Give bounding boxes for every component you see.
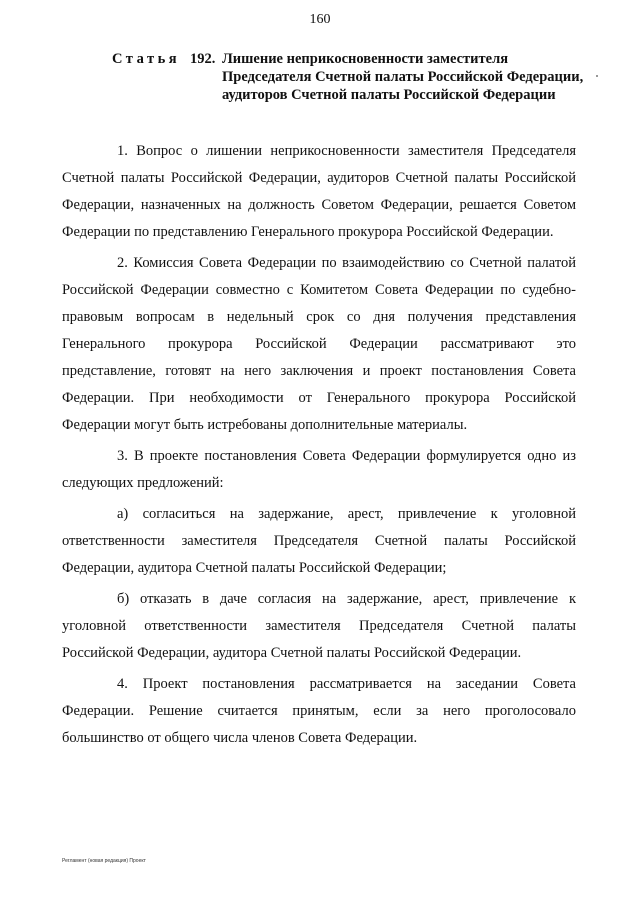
article-body — [62, 138, 576, 752]
article-label: Статья — [112, 51, 181, 67]
scan-speck — [596, 75, 598, 77]
paragraph-2: 2. Комиссия Совета Федерации по взаимодействию со Счетной палатой Российской Федерации совместно с Комитетом Совета Федерации по судебно-правовым вопросам в недельный срок со дня получения представления Генерального прокурора Российской Федерации рассматривают это представление, готовят на него заключения и проект постановления Совета Федерации. При необходимости от Генерального прокурора Российской Федерации могут быть истребованы дополнительные материалы. — [62, 255, 576, 433]
footer-note: Регламент (новая редакция) Проект — [62, 858, 146, 864]
article-number: 192. — [190, 51, 216, 67]
page-number: 160 — [309, 12, 331, 27]
paragraph-3: 3. В проекте постановления Совета Федерации формулируется одно из следующих предложений: — [62, 448, 576, 491]
paragraph-3a: а) согласиться на задержание, арест, привлечение к уголовной ответственности заместителя Председателя Счетной палаты Российской Федерации, аудитора Счетной палаты Российской Федерации; — [62, 506, 576, 576]
article-title: Лишение неприкосновенности заместителя Председателя Счетной палаты Российской Федерации, аудиторов Счетной палаты Российской Федерации — [222, 51, 584, 103]
paragraph-1: 1. Вопрос о лишении неприкосновенности заместителя Председателя Счетной палаты Российской Федерации, аудиторов Счетной палаты Российской Федерации, назначенных на должность Советом Федерации, решается Советом Федерации по представлению Генерального прокурора Российской Федерации. — [62, 143, 576, 240]
paragraph-3b: б) отказать в даче согласия на задержание, арест, привлечение к уголовной ответственности заместителя Председателя Счетной палаты Российской Федерации, аудитора Счетной палаты Российской Федерации. — [62, 591, 576, 661]
paragraph-4: 4. Проект постановления рассматривается на заседании Совета Федерации. Решение считается принятым, если за него проголосовало большинство от общего числа членов Совета Федерации. — [62, 676, 576, 746]
